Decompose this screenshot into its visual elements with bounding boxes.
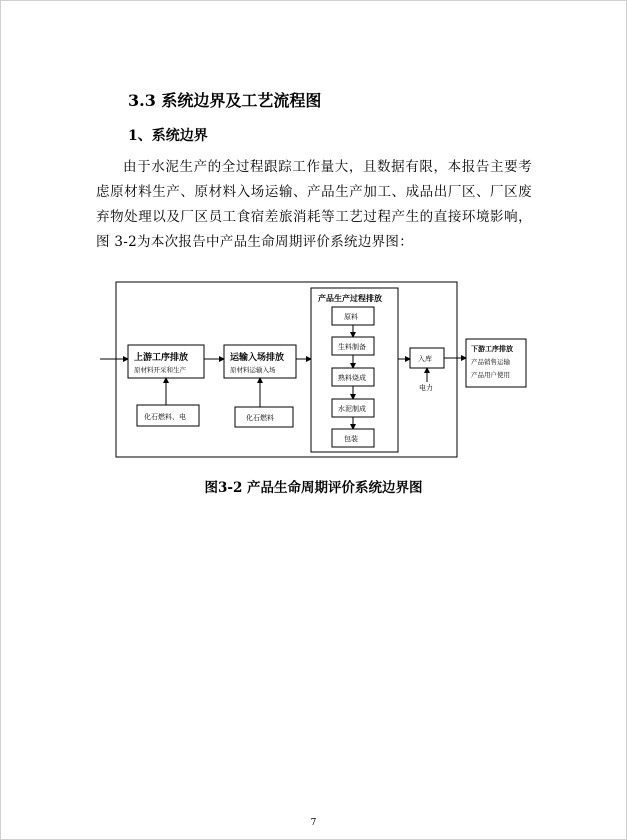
step-label-3: 熟料烧成 <box>338 374 366 382</box>
step-label-1: 原料 <box>344 313 358 321</box>
transport-title: 运输入场排放 <box>230 353 285 363</box>
step-label-4: 水泥制成 <box>338 405 366 413</box>
subsection-heading: 1、系统边界 <box>128 128 208 144</box>
fuel-label: 化石燃料 <box>246 414 274 422</box>
storage-label: 入库 <box>418 355 432 363</box>
upstream-title: 上游工序排放 <box>134 353 189 363</box>
power-label: 电力 <box>419 384 433 392</box>
figure-caption: 图3-2 产品生命周期评价系统边界图 <box>204 480 423 496</box>
downstream-line1: 产品销售运输 <box>471 358 510 366</box>
step-label-2: 生料制备 <box>338 343 366 351</box>
fuel-electric-label: 化石燃料、电 <box>144 413 186 421</box>
system-boundary-diagram <box>98 278 530 468</box>
page-number: 7 <box>310 818 317 828</box>
step-label-5: 包装 <box>344 435 358 443</box>
body-paragraph: 由于水泥生产的全过程跟踪工作量大，且数据有限，本报告主要考虑原材料生产、原材料入场运输、产品生产加工、成品出厂区、厂区废弃物处理以及厂区员工食宿差旅消耗等工艺过程产生的直接环境影响，图 3-2为本次报告中产品生命周期评价系统边界图： <box>96 159 532 250</box>
upstream-sub: 原材料开采和生产 <box>134 366 186 374</box>
downstream-title: 下游工序排放 <box>471 344 513 353</box>
transport-sub: 原材料运输入场 <box>230 366 276 374</box>
process-title: 产品生产过程排放 <box>318 293 382 303</box>
section-heading: 3.3 系统边界及工艺流程图 <box>128 91 322 110</box>
downstream-line2: 产品用户使用 <box>471 371 510 379</box>
